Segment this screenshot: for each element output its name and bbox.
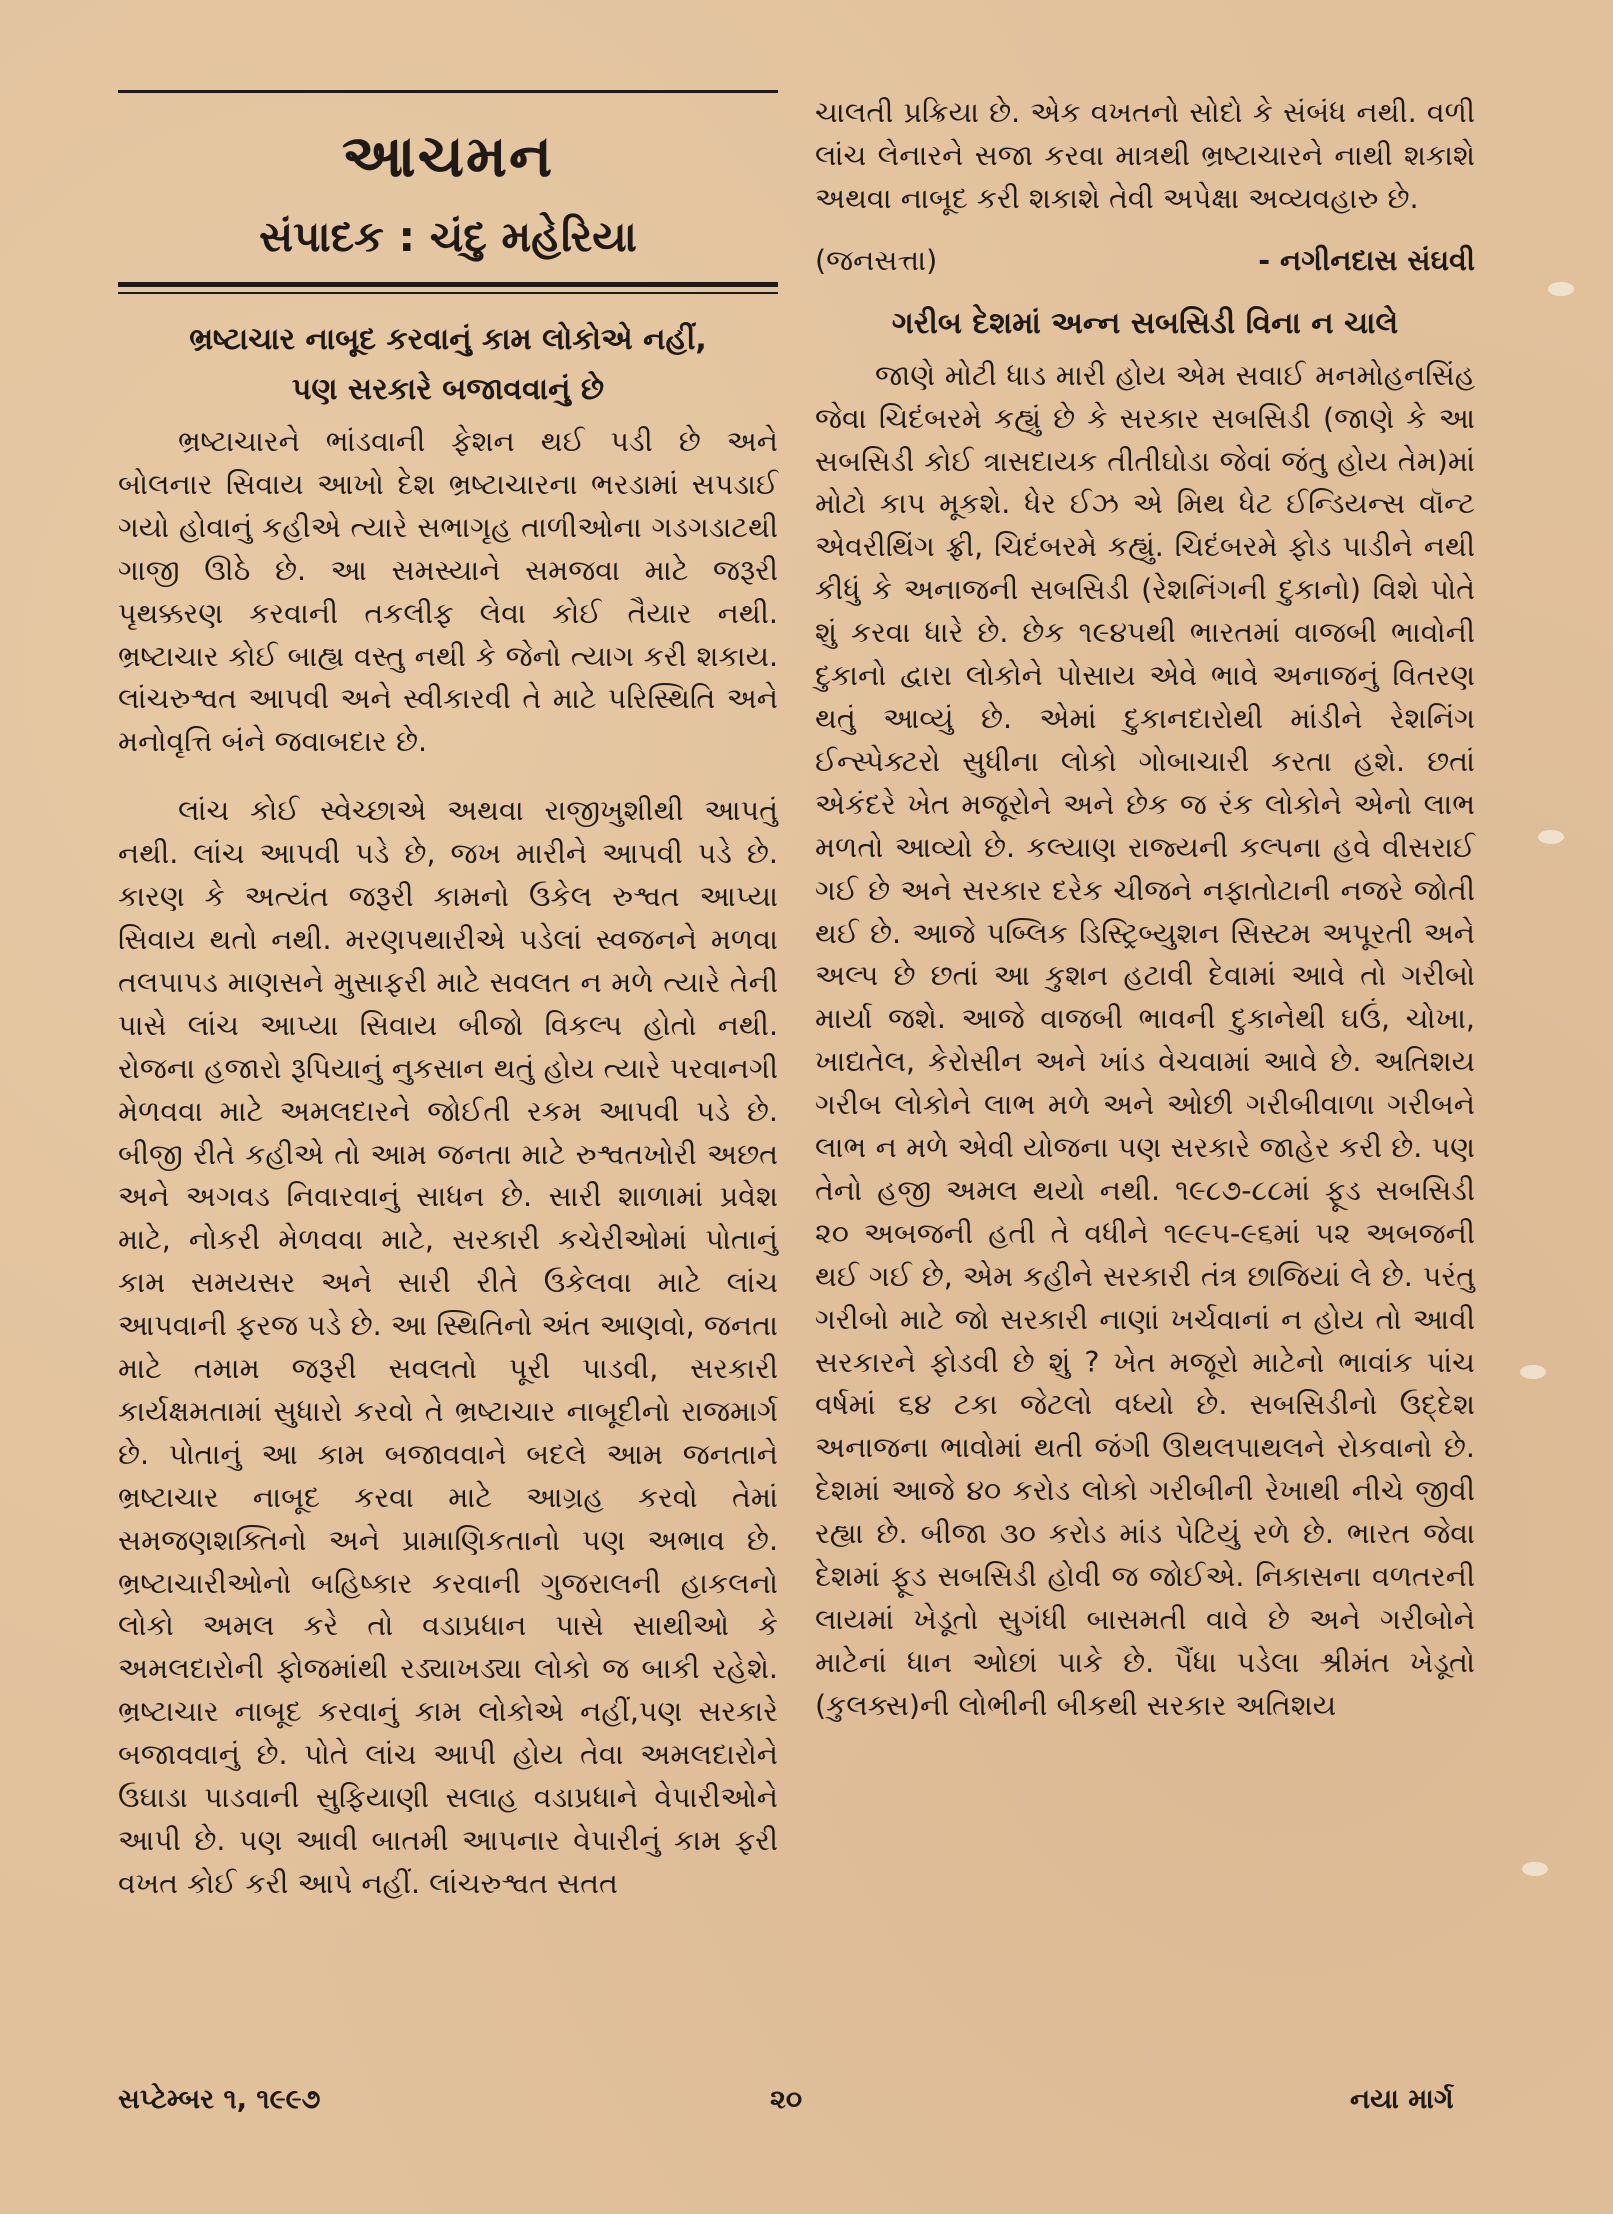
article1-paragraph-1: ભ્રષ્ટાચારને ભાંડવાની ફેશન થઈ પડી છે અને બોલનાર સિવાય આખો દેશ ભ્રષ્ટાચારના ભરડામાં સપડાઈ ગયો હોવાનું કહીએ ત્યારે સભાગૃહ તાળીઓના ગડગડાટથી ગાજી ઊઠે છે. આ સમસ્યાને સમજવા માટે જરૂરી પૃથક્કરણ કરવાની તકલીફ લેવા કોઈ તૈયાર નથી. ભ્રષ્ટાચાર કોઈ બાહ્ય વસ્તુ નથી કે જેનો ત્યાગ કરી શકાય. લાંચરુશ્વત આપવી અને સ્વીકારવી તે માટે પરિસ્થિતિ અને મનોવૃત્તિ બંને જવાબદાર છે. bbox=[118, 425, 778, 759]
footer-magazine-name: નયા માર્ગ bbox=[1350, 2084, 1454, 2115]
article1-source: (જનસત્તા) bbox=[815, 243, 938, 277]
article2-headline: ગરીબ દેશમાં અન્ન સબસિડી વિના ન ચાલે bbox=[891, 305, 1399, 341]
article1-continuation: ચાલતી પ્રક્રિયા છે. એક વખતનો સોદો કે સંબંધ નથી. વળી લાંચ લેનારને સજા કરવા માત્રથી ભ્રષ્ટાચારને નાથી શકાશે અથવા નાબૂદ કરી શકાશે તેવી અપેક્ષા અવ્યવહારુ છે. bbox=[815, 96, 1475, 215]
paper-scuff-mark bbox=[1548, 282, 1574, 296]
paper-scuff-mark bbox=[1520, 1365, 1546, 1379]
paper-scuff-mark bbox=[1538, 830, 1564, 844]
masthead-editor: સંપાદક : ચંદુ મહેરિયા bbox=[259, 212, 637, 261]
masthead-bottom-rule-thin bbox=[118, 292, 778, 294]
footer-date: સપ્ટેમ્બર ૧, ૧૯૯૭ bbox=[118, 2084, 321, 2115]
article1-headline-line2: પણ સરકારે બજાવવાનું છે bbox=[291, 372, 605, 407]
article1-author: - નગીનદાસ સંઘવી bbox=[1258, 243, 1475, 277]
paper-scuff-mark bbox=[1522, 1862, 1548, 1876]
masthead-bottom-rule-thick bbox=[118, 282, 778, 287]
article1-attribution bbox=[815, 239, 1475, 283]
masthead-title: આચમન bbox=[341, 122, 555, 190]
masthead-top-rule bbox=[118, 90, 778, 93]
article1-paragraph-2: લાંચ કોઈ સ્વેચ્છાએ અથવા રાજીખુશીથી આપતું નથી. લાંચ આપવી પડે છે, જખ મારીને આપવી પડે છે. કારણ કે અત્યંત જરૂરી કામનો ઉકેલ રુશ્વત આપ્યા સિવાય થતો નથી. મરણપથારીએ પડેલાં સ્વજનને મળવા તલપાપડ માણસને મુસાફરી માટે સવલત ન મળે ત્યારે તેની પાસે લાંચ આપ્યા સિવાય બીજો વિકલ્પ હોતો નથી. રોજના હજારો રૂપિયાનું નુકસાન થતું હોય ત્યારે પરવાનગી મેળવવા માટે અમલદારને જોઈતી રકમ આપવી પડે છે. બીજી રીતે કહીએ તો આમ જનતા માટે રુશ્વતખોરી અછત અને અગવડ નિવારવાનું સાધન છે. સારી શાળામાં પ્રવેશ માટે, નોકરી મેળવવા માટે, સરકારી કચેરીઓમાં પોતાનું કામ સમયસર અને સારી રીતે ઉકેલવા માટે લાંચ આપવાની ફરજ પડે છે. આ સ્થિતિનો અંત આણવો, જનતા માટે તમામ જરૂરી સવલતો પૂરી પાડવી, સરકારી કાર્યક્ષમતામાં સુધારો કરવો તે ભ્રષ્ટાચાર નાબૂદીનો રાજમાર્ગ છે. પોતાનું આ કામ બજાવવાને બદલે આમ જનતાને ભ્રષ્ટાચાર નાબૂદ કરવા માટે આગ્રહ કરવો તેમાં સમજણશક્તિનો અને પ્રામાણિકતાનો પણ અભાવ છે. ભ્રષ્ટાચારીઓનો બહિષ્કાર કરવાની ગુજરાલની હાકલનો લોકો અમલ કરે તો વડાપ્રધાન પાસે સાથીઓ કે અમલદારોની ફોજમાંથી રડ્યાખડ્યા લોકો જ બાકી રહેશે. ભ્રષ્ટાચાર નાબૂદ કરવાનું કામ લોકોએ નહીં,પણ સરકારે બજાવવાનું છે. પોતે લાંચ આપી હોય તેવા અમલદારોને ઉઘાડા પાડવાની સુફિયાણી સલાહ વડાપ્રધાને વેપારીઓને આપી છે. પણ આવી બાતમી આપનાર વેપારીનું કામ ફરી વખત કોઈ કરી આપે નહીં. લાંચરુશ્વત સતત bbox=[118, 794, 778, 1900]
article2-paragraph: જાણે મોટી ધાડ મારી હોય એમ સવાઈ મનમોહનસિંહ જેવા ચિદંબરમે કહ્યું છે કે સરકાર સબસિડી (જાણે કે આ સબસિડી કોઈ ત્રાસદાયક તીતીઘોડા જેવાં જંતુ હોય તેમ)માં મોટો કાપ મૂકશે. ધેર ઈઝ એ મિથ ધેટ ઈન્ડિયન્સ વૉન્ટ એવરીથિંગ ફ્રી, ચિદંબરમે કહ્યું. ચિદંબરમે ફોડ પાડીને નથી કીધું કે અનાજની સબસિડી (રેશનિંગની દુકાનો) વિશે પોતે શું કરવા ધારે છે. છેક ૧૯૪૫થી ભારતમાં વાજબી ભાવોની દુકાનો દ્વારા લોકોને પોસાય એવે ભાવે અનાજનું વિતરણ થતું આવ્યું છે. એમાં દુકાનદારોથી માંડીને રેશનિંગ ઈન્સ્પેક્ટરો સુધીના લોકો ગોબાચારી કરતા હશે. છતાં એકંદરે ખેત મજૂરોને અને છેક જ રંક લોકોને એનો લાભ મળતો આવ્યો છે. કલ્યાણ રાજ્યની કલ્પના હવે વીસરાઈ ગઈ છે અને સરકાર દરેક ચીજને નફાતોટાની નજરે જોતી થઈ છે. આજે પબ્લિક ડિસ્ટ્રિબ્યુશન સિસ્ટમ અપૂરતી અને અલ્પ છે છતાં આ કુશન હટાવી દેવામાં આવે તો ગરીબો માર્યા જશે. આજે વાજબી ભાવની દુકાનેથી ઘઉં, ચોખા, ખાદ્યતેલ, કેરોસીન અને ખાંડ વેચવામાં આવે છે. અતિશય ગરીબ લોકોને લાભ મળે અને ઓછી ગરીબીવાળા ગરીબને લાભ ન મળે એવી યોજના પણ સરકારે જાહેર કરી છે. પણ તેનો હજી અમલ થયો નથી. ૧૯૮૭-૮૮માં ફૂડ સબસિડી ૨૦ અબજની હતી તે વધીને ૧૯૯૫-૯૬માં ૫૨ અબજની થઈ ગઈ છે, એમ કહીને સરકારી તંત્ર છાજિયાં લે છે. પરંતુ ગરીબો માટે જો સરકારી નાણાં ખર્ચવાનાં ન હોય તો આવી સરકારને ફોડવી છે શું ? ખેત મજૂરો માટેનો ભાવાંક પાંચ વર્ષમાં ૬૪ ટકા જેટલો વધ્યો છે. સબસિડીનો ઉદ્દેશ અનાજના ભાવોમાં થતી જંગી ઊથલપાથલને રોકવાનો છે. દેશમાં આજે ૪૦ કરોડ લોકો ગરીબીની રેખાથી નીચે જીવી રહ્યા છે. બીજા ૩૦ કરોડ માંડ પેટિયું રળે છે. ભારત જેવા દેશમાં ફૂડ સબસિડી હોવી જ જોઈએ. નિકાસના વળતરની લાયમાં ખેડૂતો સુગંધી બાસમતી વાવે છે અને ગરીબોને માટેનાં ધાન ઓછાં પાકે છે. પૈંધા પડેલા શ્રીમંત ખેડૂતો (કુલક્સ)ની લોભીની બીકથી સરકાર અતિશય bbox=[815, 358, 1475, 1722]
footer-page-number: ૨૦ bbox=[770, 2084, 803, 2115]
article1-headline-line1: ભ્રષ્ટાચાર નાબૂદ કરવાનું કામ લોકોએ નહીં, bbox=[189, 322, 707, 357]
